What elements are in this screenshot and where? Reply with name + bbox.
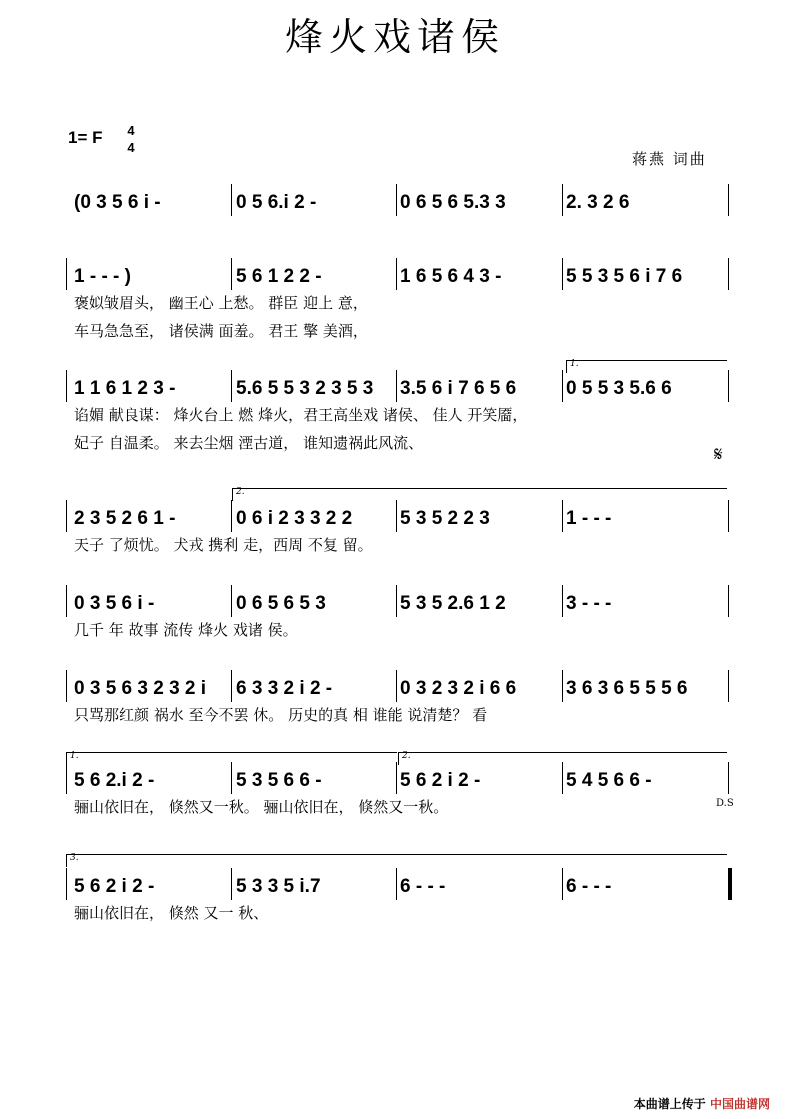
footer-credit [634,1095,770,1112]
lyric-line: 天子 了烦忧。 犬戎 携利 走，西周 不复 留。 [74,536,373,554]
barline [396,370,397,402]
volta-bracket-2b [398,752,727,765]
barline [231,670,232,702]
segno-marking-label: 𝄋 [714,442,723,466]
measure-notes: 6 3 3 2 i 2 - [236,678,333,699]
volta-bracket-1b-label: 1. [70,751,79,761]
measure-notes: 3.5 6 i 7 6 5 6 [400,378,517,399]
measure-notes: 5 6 2.i 2 - [74,770,155,791]
barline [562,585,563,617]
measure-notes: 1 - - - ) [74,266,131,287]
barline [396,258,397,290]
barline [562,762,563,794]
volta-bracket-1 [566,360,727,373]
measure-notes: 6 - - - [566,876,612,897]
barline [396,184,397,216]
composer-credit: 蒋燕 词曲 [632,150,707,168]
measure-notes: 5 3 5 2.6 1 2 [400,593,506,614]
measure-notes: 5 6 2 i 2 - [74,876,155,897]
ds-marking [716,798,734,809]
barline [562,184,563,216]
volta-bracket-2-label: 2. [236,487,245,497]
measure-notes: 0 3 2 3 2 i 6 6 [400,678,517,699]
score-system [66,670,728,724]
lyric-line: 妃子 自温柔。 来去尘烟 湮古道， 谁知遗祸此风流、 [74,434,424,452]
score-system [66,370,728,452]
measure-notes: 0 5 5 3 5.6 6 [566,378,672,399]
footer-brand[interactable]: 中国曲谱网 [709,1097,770,1111]
lyric-line: 褒姒皱眉头， 幽王心 上愁。 群臣 迎上 意， [74,294,368,312]
barline [728,370,729,402]
time-signature-bottom: 4 [127,140,135,155]
ds-marking-label: D.S [716,798,734,809]
barline [231,585,232,617]
measure-notes: 3 6 3 6 5 5 5 6 [566,678,688,699]
barline [562,670,563,702]
score-system [66,868,728,922]
barline [728,585,729,617]
barline [562,258,563,290]
barline [562,370,563,402]
lyric-line: 几千 年 故事 流传 烽火 戏诸 侯。 [74,621,298,639]
lyric-line: 车马急急至， 诸侯满 面羞。 君王 擎 美酒， [74,322,368,340]
barline [728,670,729,702]
barline [66,670,67,702]
measure-notes: 0 6 5 6 5.3 3 [400,192,506,213]
score-system [66,258,728,340]
lyric-line: 谄媚 献良谋： 烽火台上 燃 烽火，君王高坐戏 诸侯、 佳人 开笑靥， [74,406,528,424]
measure-notes: 5 3 3 5 i.7 [236,876,321,897]
barline [396,762,397,794]
measure-notes: 0 6 5 6 5 3 [236,593,326,614]
barline [728,762,729,794]
time-signature-top: 4 [127,123,135,138]
measure-notes: 5 3 5 6 6 - [236,770,322,791]
volta-bracket-1-label: 1. [570,359,579,369]
lyric-line: 骊山依旧在， 倏然又一秋。 骊山依旧在， 倏然又一秋。 [74,798,449,816]
measure-notes: 0 3 5 6 3 2 3 2 i [74,678,207,699]
barline [728,258,729,290]
barline [728,868,732,900]
measure-notes: 3 - - - [566,593,612,614]
score-system [66,585,728,639]
volta-bracket-3-label: 3. [70,853,79,863]
barline [231,500,232,532]
key-signature: 1= F [68,128,103,147]
barline [66,868,67,900]
barline [562,868,563,900]
barline [231,370,232,402]
measure-notes: 1 - - - [566,508,612,529]
barline [66,585,67,617]
lyric-line: 骊山依旧在， 倏然 又一 秋、 [74,904,269,922]
segno-marking [714,442,723,466]
barline [396,585,397,617]
measure-notes: 1 6 5 6 4 3 - [400,266,502,287]
measure-notes: (0 3 5 6 i - [74,192,161,213]
measure-notes: 0 5 6.i 2 - [236,192,317,213]
volta-bracket-1b [66,752,397,765]
measure-notes: 0 3 5 6 i - [74,593,155,614]
measure-notes: 2. 3 2 6 [566,192,630,213]
volta-bracket-2b-label: 2. [402,751,411,761]
barline [66,370,67,402]
barline [231,184,232,216]
barline [728,184,729,216]
song-title: 烽火戏诸侯 [284,15,505,59]
barline [66,258,67,290]
measure-notes: 1 1 6 1 2 3 - [74,378,176,399]
barline [396,868,397,900]
barline [728,500,729,532]
measure-notes: 5 5 3 5 6 i 7 6 [566,266,683,287]
lyric-line: 只骂那红颜 祸水 至今不罢 休。 历史的真 相 谁能 说清楚？ 看 [74,706,488,724]
measure-notes: 2 3 5 2 6 1 - [74,508,176,529]
measure-notes: 5 6 2 i 2 - [400,770,481,791]
barline [396,670,397,702]
barline [562,500,563,532]
measure-notes: 6 - - - [400,876,446,897]
measure-notes: 5 6 1 2 2 - [236,266,322,287]
footer-prefix: 本曲谱上传于 [633,1097,706,1111]
volta-bracket-3 [66,854,727,867]
barline [231,762,232,794]
measure-notes: 5.6 5 5 3 2 3 5 3 [236,378,374,399]
barline [396,500,397,532]
score-system [66,184,728,224]
barline [231,258,232,290]
time-signature [124,124,138,155]
measure-notes: 5 4 5 6 6 - [566,770,652,791]
measure-notes: 0 6 i 2 3 3 2 2 [236,508,353,529]
barline [66,500,67,532]
volta-bracket-2 [232,488,727,501]
measure-notes: 5 3 5 2 2 3 [400,508,490,529]
barline [231,868,232,900]
barline [66,762,67,794]
score-system [66,500,728,554]
